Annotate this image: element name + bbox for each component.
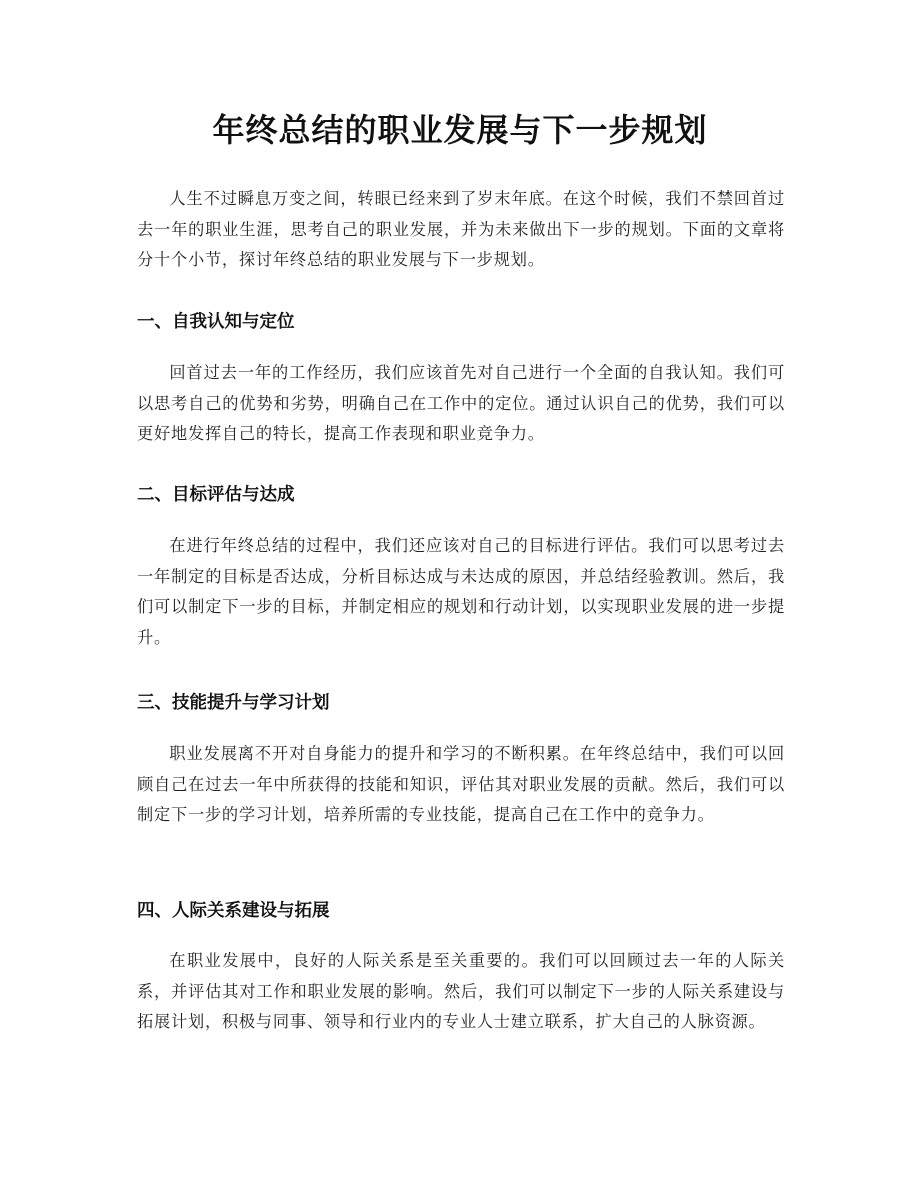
- section-heading-2: 二、目标评估与达成: [137, 485, 295, 505]
- section-body-3: 职业发展离不开对自身能力的提升和学习的不断积累。在年终总结中，我们可以回顾自己在过去一年中所获得的技能和知识，评估其对职业发展的贡献。然后，我们可以制定下一步的学习计划，培养所需的专业技能，提高自己在工作中的竞争力。: [137, 744, 785, 825]
- section-body-2: 在进行年终总结的过程中，我们还应该对自己的目标进行评估。我们可以思考过去一年制定的目标是否达成，分析目标达成与未达成的原因，并总结经验教训。然后，我们可以制定下一步的目标，并制定相应的规划和行动计划，以实现职业发展的进一步提升。: [137, 536, 785, 648]
- section-body-4: 在职业发展中，良好的人际关系是至关重要的。我们可以回顾过去一年的人际关系，并评估其对工作和职业发展的影响。然后，我们可以制定下一步的人际关系建设与拓展计划，积极与同事、领导和行业内的专业人士建立联系，扩大自己的人脉资源。: [137, 951, 785, 1032]
- document-title: 年终总结的职业发展与下一步规划: [212, 111, 708, 149]
- section-heading-4: 四、人际关系建设与拓展: [137, 901, 330, 921]
- section-heading-3: 三、技能提升与学习计划: [137, 693, 330, 713]
- intro-paragraph: 人生不过瞬息万变之间，转眼已经来到了岁末年底。在这个时候，我们不禁回首过去一年的职业生涯，思考自己的职业发展，并为未来做出下一步的规划。下面的文章将分十个小节，探讨年终总结的职业发展与下一步规划。: [137, 189, 785, 270]
- section-heading-1: 一、自我认知与定位: [137, 312, 295, 332]
- section-body-1: 回首过去一年的工作经历，我们应该首先对自己进行一个全面的自我认知。我们可以思考自己的优势和劣势，明确自己在工作中的定位。通过认识自己的优势，我们可以更好地发挥自己的特长，提高工作表现和职业竞争力。: [137, 363, 785, 444]
